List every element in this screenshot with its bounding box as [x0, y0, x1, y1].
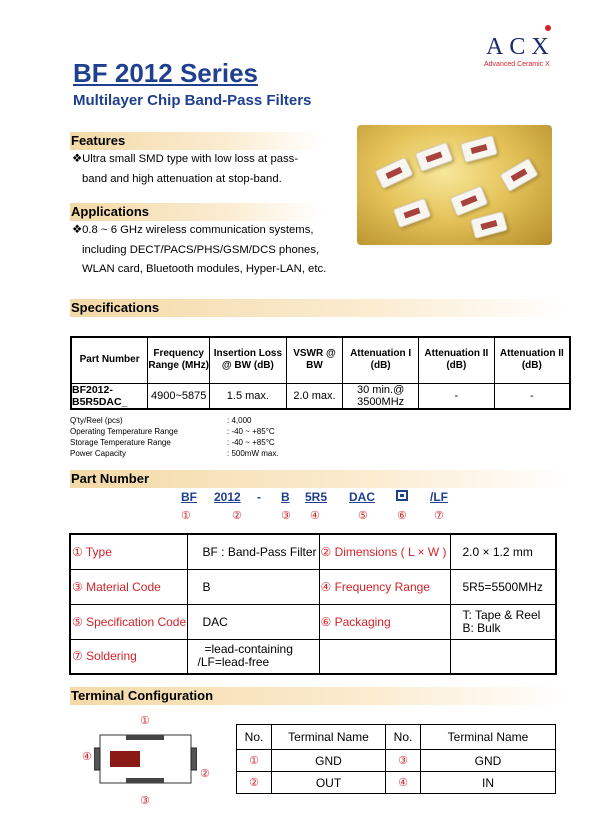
note-value: : 4,000 [227, 416, 252, 425]
note-label: Q'ty/Reel (pcs) [70, 416, 123, 425]
code-frequency: 5R5 [305, 490, 328, 504]
packaging-box-icon [396, 490, 408, 501]
terminal-name: OUT [272, 772, 386, 794]
code-num-7: ⑦ [434, 510, 444, 522]
code-num-1: ① [181, 510, 191, 522]
note-label: Power Capacity [70, 449, 127, 458]
logo-dot [545, 25, 551, 31]
frequency-label: ④ Frequency Range [319, 569, 450, 604]
code-num-4: ④ [310, 510, 320, 522]
col-frequency: Frequency Range (MHz) [148, 337, 210, 383]
cell-attenuation-3: - [494, 383, 570, 409]
product-photo [357, 125, 552, 245]
note-row [70, 426, 275, 437]
chip-outline-icon [94, 732, 197, 786]
chip-diagram [94, 732, 197, 786]
code-spec: DAC [349, 490, 375, 504]
dimensions-value: 2.0 × 1.2 mm [450, 534, 556, 569]
note-row [70, 448, 279, 459]
code-num-3: ③ [281, 510, 291, 522]
code-num-2: ② [232, 510, 242, 522]
note-row [70, 415, 252, 426]
features-line-1: ❖Ultra small SMD type with low loss at pass- [72, 153, 299, 165]
col-insertion-loss: Insertion Loss @ BW (dB) [210, 337, 287, 383]
chip-image [393, 198, 432, 228]
cell-attenuation-2: - [418, 383, 494, 409]
packaging-value [450, 604, 556, 639]
material-label: ③ Material Code [70, 569, 187, 604]
empty-cell [450, 639, 556, 674]
terminal-no: ④ [386, 772, 421, 794]
chip-image [460, 135, 498, 163]
code-type: BF [181, 490, 197, 504]
terminal-mark-3: ③ [140, 795, 150, 807]
table-header-row [71, 337, 570, 383]
terminal-heading: Terminal Configuration [70, 687, 571, 705]
soldering-value [187, 639, 319, 674]
col-attenuation-3: Attenuation II (dB) [494, 337, 570, 383]
type-label: ① Type [70, 534, 187, 569]
packaging-label: ⑥ Packaging [319, 604, 450, 639]
packaging-value-line: B: Bulk [462, 620, 501, 635]
empty-cell [319, 639, 450, 674]
col-attenuation-1: Attenuation I (dB) [343, 337, 419, 383]
cell-insertion-loss: 1.5 max. [210, 383, 287, 409]
col-vswr: VSWR @ BW [286, 337, 343, 383]
chip-image [470, 211, 508, 239]
cell-attenuation-1: 30 min.@ 3500MHz [343, 383, 419, 409]
spec-code-value: DAC [187, 604, 319, 639]
soldering-value-line: /LF=lead-free [197, 655, 270, 670]
table-row [70, 569, 556, 604]
type-value: BF : Band-Pass Filter [187, 534, 319, 569]
table-row [70, 639, 556, 674]
chip-image [415, 142, 454, 172]
frequency-value: 5R5=5500MHz [450, 569, 556, 604]
terminal-name: GND [421, 750, 556, 772]
terminal-no: ① [237, 750, 272, 772]
applications-line-1: ❖0.8 ~ 6 GHz wireless communication systems, [72, 224, 314, 236]
code-soldering: /LF [430, 490, 448, 504]
page-title: BF 2012 Series [73, 58, 259, 88]
code-separator: - [257, 490, 261, 504]
col-attenuation-2: Attenuation II (dB) [418, 337, 494, 383]
table-header-row [237, 725, 556, 750]
chip-image [374, 157, 413, 189]
terminal-table [236, 724, 556, 794]
terminal-mark-1: ① [140, 715, 150, 727]
code-num-5: ⑤ [358, 510, 368, 522]
note-row [70, 437, 275, 448]
part-number-table [69, 533, 557, 675]
table-row [71, 383, 570, 409]
logo: ACX [486, 34, 555, 60]
dimensions-label: ② Dimensions ( L × W ) [319, 534, 450, 569]
applications-text [72, 221, 326, 280]
note-value: : 500mW max. [227, 449, 279, 458]
note-value: : -40 ~ +85°C [227, 438, 275, 447]
features-heading: Features [70, 132, 325, 150]
soldering-label: ⑦ Soldering [70, 639, 187, 674]
terminal-no: ③ [386, 750, 421, 772]
specifications-heading: Specifications [70, 299, 571, 317]
col-terminal-name: Terminal Name [421, 725, 556, 750]
table-row [237, 772, 556, 794]
note-value: : -40 ~ +85°C [227, 427, 275, 436]
col-no: No. [386, 725, 421, 750]
features-text [72, 150, 298, 189]
features-line-2: band and high attenuation at stop-band. [82, 172, 282, 185]
chip-image [499, 158, 538, 192]
col-no: No. [237, 725, 272, 750]
soldering-value-line: =lead-containing [204, 642, 293, 657]
material-value: B [187, 569, 319, 604]
table-row [70, 604, 556, 639]
applications-heading: Applications [70, 203, 325, 221]
chip-image [449, 185, 488, 216]
specifications-table [70, 336, 571, 410]
cell-frequency: 4900~5875 [148, 383, 210, 409]
terminal-no: ② [237, 772, 272, 794]
terminal-mark-4: ④ [82, 751, 92, 763]
applications-line-2: including DECT/PACS/PHS/GSM/DCS phones, [82, 243, 320, 256]
page-subtitle: Multilayer Chip Band-Pass Filters [73, 92, 312, 109]
applications-line-3: WLAN card, Bluetooth modules, Hyper-LAN, etc. [82, 263, 327, 275]
code-num-6: ⑥ [397, 510, 407, 522]
col-part-number: Part Number [71, 337, 148, 383]
terminal-name: IN [421, 772, 556, 794]
terminal-mark-2: ② [200, 768, 210, 780]
spec-notes [70, 415, 279, 459]
col-terminal-name: Terminal Name [272, 725, 386, 750]
table-row [70, 534, 556, 569]
cell-vswr: 2.0 max. [286, 383, 343, 409]
terminal-name: GND [272, 750, 386, 772]
note-label: Storage Temperature Range [70, 438, 171, 447]
part-number-heading: Part Number [70, 470, 571, 488]
code-dimension: 2012 [214, 490, 241, 504]
spec-code-label: ⑤ Specification Code [70, 604, 187, 639]
logo-tagline: Advanced Ceramic X [484, 61, 550, 68]
code-material: B [281, 490, 290, 504]
table-row [237, 750, 556, 772]
cell-part-number: BF2012-B5R5DAC_ [71, 383, 148, 409]
note-label: Operating Temperature Range [70, 427, 178, 436]
packaging-value-line: T: Tape & Reel [462, 607, 541, 622]
